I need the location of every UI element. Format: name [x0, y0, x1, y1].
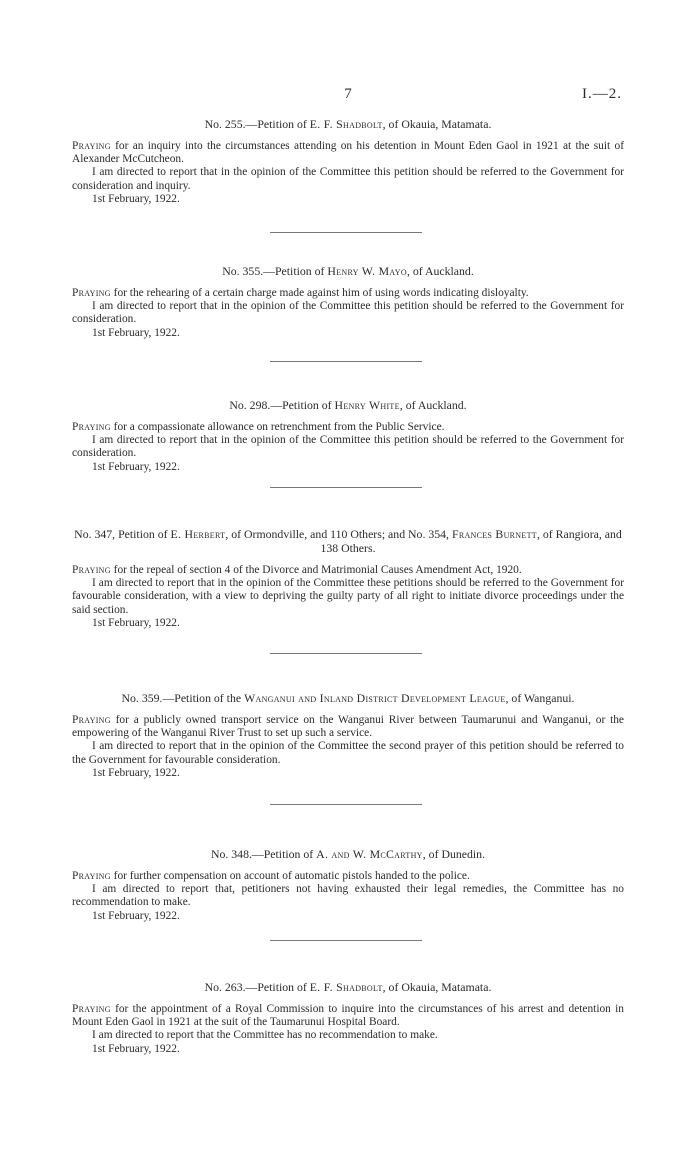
- petition-prayer: Praying for an inquiry into the circumstances attending on his detention in Mount Eden Gaol in 1921 at the suit of Alexander McCutcheon.: [72, 140, 624, 166]
- running-head: [72, 86, 624, 106]
- committee-report: I am directed to report that in the opinion of the Committee these petitions should be referred to the Government for favourable consideration, with a view to depriving the guilty party of all right to initiate divorce proceedings under the said section.: [72, 577, 624, 616]
- petition-prayer: Praying for a publicly owned transport service on the Wanganui River between Taumarunui and Wanganui, or the empowering of the Wanganui River Trust to set up such a service.: [72, 714, 624, 740]
- committee-report: I am directed to report that the Committee has no recommendation to make.: [92, 1029, 438, 1042]
- petition-348: [72, 847, 624, 923]
- petitioner-name: Wanganui and Inland District Development League: [244, 691, 506, 705]
- document-reference: I.—2.: [582, 86, 622, 102]
- petition-prayer: Praying for further compensation on account of automatic pistols handed to the police.: [72, 870, 470, 882]
- committee-report: I am directed to report that in the opinion of the Committee the second prayer of this petition should be referred to the Government for favourable consideration.: [72, 740, 624, 766]
- petitioner-name: Henry White: [334, 398, 400, 412]
- petition-date: 1st February, 1922.: [92, 326, 180, 339]
- petition-heading: No. 347, Petition of E. Herbert, of Ormondville, and 110 Others; and No. 354, Frances Burnett, of Rangiora, and 138 Others.: [74, 527, 622, 555]
- petition-298: [72, 398, 624, 474]
- petition-heading: No. 359.—Petition of the Wanganui and Inland District Development League, of Wanganui.: [121, 691, 575, 705]
- page-number: 7: [344, 86, 352, 102]
- petition-heading: No. 355.—Petition of Henry W. Mayo, of Auckland.: [222, 264, 474, 278]
- petition-prayer: Praying for a compassionate allowance on retrenchment from the Public Service.: [72, 421, 445, 433]
- petition-heading: No. 348.—Petition of A. and W. McCarthy, of Dunedin.: [210, 847, 486, 861]
- petition-date: 1st February, 1922.: [92, 1042, 180, 1055]
- petitioner-name: Henry W. Mayo: [327, 264, 407, 278]
- petition-prayer: Praying for the repeal of section 4 of the Divorce and Matrimonial Causes Amendment Act, 1920.: [72, 564, 522, 576]
- petition-263: [72, 980, 624, 1056]
- committee-report: I am directed to report that, petitioners not having exhausted their legal remedies, the Committee has no recommendation to make.: [72, 883, 624, 909]
- petition-347-354: [72, 527, 624, 630]
- petition-date: 1st February, 1922.: [92, 192, 180, 205]
- section-divider: [270, 940, 422, 941]
- petitioner-name: E. F. Shadbolt: [309, 980, 383, 994]
- petition-heading: No. 298.—Petition of Henry White, of Auckland.: [229, 398, 467, 412]
- petition-date: 1st February, 1922.: [92, 766, 180, 779]
- petition-heading: No. 263.—Petition of E. F. Shadbolt, of Okauia, Matamata.: [204, 980, 492, 994]
- petition-date: 1st February, 1922.: [92, 460, 180, 473]
- petition-prayer: Praying for the rehearing of a certain charge made against him of using words indicating disloyalty.: [72, 287, 529, 299]
- petition-prayer: Praying for the appointment of a Royal Commission to inquire into the circumstances of his arrest and detention in Mount Eden Gaol in 1921 at the suit of the Taumarunui Hospital Board.: [72, 1003, 624, 1029]
- petitioner-name: E. F. Shadbolt: [309, 117, 383, 131]
- petition-heading: No. 255.—Petition of E. F. Shadbolt, of Okauia, Matamata.: [204, 117, 492, 131]
- petition-355: [72, 264, 624, 340]
- petition-date: 1st February, 1922.: [92, 909, 180, 922]
- petitioner-name: E. Herbert: [170, 527, 226, 541]
- petitioner-name: A. and W. McCarthy: [316, 847, 423, 861]
- committee-report: I am directed to report that in the opinion of the Committee this petition should be referred to the Government for consideration.: [72, 434, 624, 460]
- section-divider: [270, 487, 422, 488]
- petitioner-name-second: Frances Burnett: [451, 527, 537, 541]
- section-divider: [270, 653, 422, 654]
- petition-date: 1st February, 1922.: [92, 616, 180, 629]
- petition-255: [72, 117, 624, 206]
- section-divider: [270, 361, 422, 362]
- section-divider: [270, 804, 422, 805]
- committee-report: I am directed to report that in the opinion of the Committee this petition should be referred to the Government for consideration.: [72, 300, 624, 326]
- petition-359: [72, 691, 624, 780]
- committee-report: I am directed to report that in the opinion of the Committee this petition should be referred to the Government for consideration and inquiry.: [72, 166, 624, 192]
- section-divider: [270, 232, 422, 233]
